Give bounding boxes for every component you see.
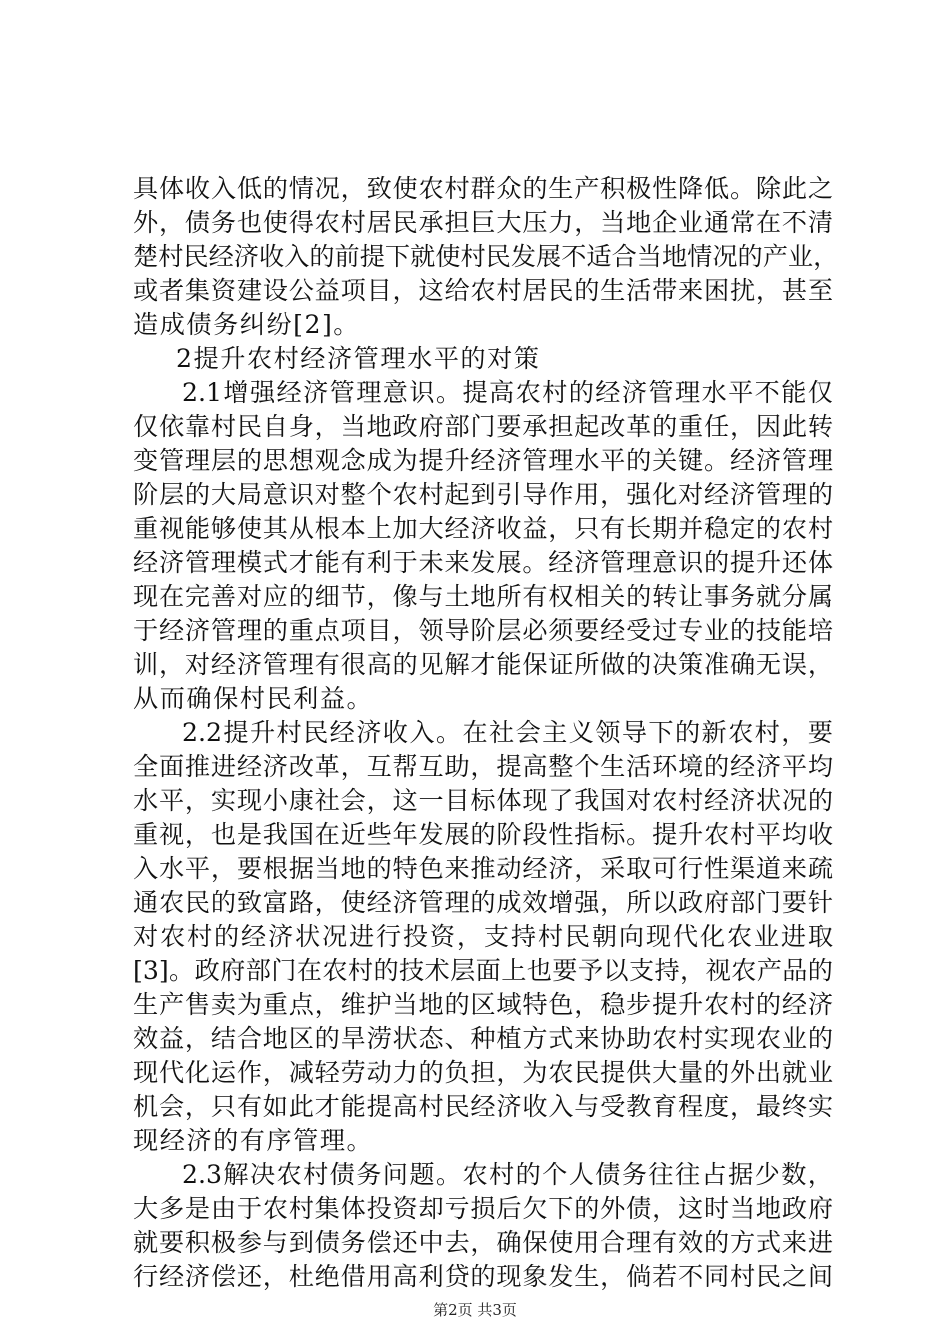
body-line: 从而确保村民利益。 bbox=[133, 684, 374, 713]
body-line: 经济管理模式才能有利于未来发展。经济管理意识的提升还体 bbox=[133, 548, 833, 577]
body-line: 于经济管理的重点项目，领导阶层必须要经受过专业的技能培 bbox=[133, 616, 833, 645]
body-line: 现在完善对应的细节，像与土地所有权相关的转让事务就分属 bbox=[133, 582, 833, 611]
page-number-footer: 第2页 共3页 bbox=[433, 1301, 517, 1319]
body-line: 行经济偿还，杜绝借用高利贷的现象发生，倘若不同村民之间 bbox=[133, 1262, 833, 1291]
body-line: 通农民的致富路，使经济管理的成效增强，所以政府部门要针 bbox=[133, 888, 833, 917]
body-line: 训，对经济管理有很高的见解才能保证所做的决策准确无误， bbox=[133, 650, 833, 679]
body-line: 现经济的有序管理。 bbox=[133, 1126, 374, 1155]
body-line: 入水平，要根据当地的特色来推动经济，采取可行性渠道来疏 bbox=[133, 854, 833, 883]
body-line: [3]。政府部门在农村的技术层面上也要予以支持，视农产品的 bbox=[133, 956, 833, 985]
body-line: 对农村的经济状况进行投资，支持村民朝向现代化农业进取 bbox=[133, 922, 833, 951]
body-line: 变管理层的思想观念成为提升经济管理水平的关键。经济管理 bbox=[133, 446, 833, 475]
body-line: 仅依靠村民自身，当地政府部门要承担起改革的重任，因此转 bbox=[133, 412, 833, 441]
body-line: 就要积极参与到债务偿还中去，确保使用合理有效的方式来进 bbox=[133, 1228, 833, 1257]
body-line: 重视，也是我国在近些年发展的阶段性指标。提升农村平均收 bbox=[133, 820, 833, 849]
body-line: 大多是由于农村集体投资却亏损后欠下的外债，这时当地政府 bbox=[133, 1194, 833, 1223]
body-line: 楚村民经济收入的前提下就使村民发展不适合当地情况的产业， bbox=[133, 242, 839, 271]
body-line: 重视能够使其从根本上加大经济收益，只有长期并稳定的农村 bbox=[133, 514, 833, 543]
body-line: 全面推进经济改革，互帮互助，提高整个生活环境的经济平均 bbox=[133, 752, 833, 781]
section-heading: 2提升农村经济管理水平的对策 bbox=[176, 344, 541, 373]
body-line: 水平，实现小康社会，这一目标体现了我国对农村经济状况的 bbox=[133, 786, 833, 815]
body-line: 具体收入低的情况，致使农村群众的生产积极性降低。除此之 bbox=[133, 174, 833, 203]
paragraph-first-line: 2.3解决农村债务问题。农村的个人债务往往占据少数， bbox=[182, 1160, 833, 1189]
paragraph-first-line: 2.2提升村民经济收入。在社会主义领导下的新农村，要 bbox=[182, 718, 833, 747]
body-line: 效益，结合地区的旱涝状态、种植方式来协助农村实现农业的 bbox=[133, 1024, 833, 1053]
body-line: 造成债务纠纷[2]。 bbox=[133, 310, 360, 339]
body-line: 或者集资建设公益项目，这给农村居民的生活带来困扰，甚至 bbox=[133, 276, 833, 305]
body-line: 机会，只有如此才能提高村民经济收入与受教育程度，最终实 bbox=[133, 1092, 833, 1121]
body-line: 阶层的大局意识对整个农村起到引导作用，强化对经济管理的 bbox=[133, 480, 833, 509]
body-line: 现代化运作，减轻劳动力的负担，为农民提供大量的外出就业 bbox=[133, 1058, 833, 1087]
paragraph-first-line: 2.1增强经济管理意识。提高农村的经济管理水平不能仅 bbox=[182, 378, 833, 407]
body-line: 生产售卖为重点，维护当地的区域特色，稳步提升农村的经济 bbox=[133, 990, 833, 1019]
body-line: 外，债务也使得农村居民承担巨大压力，当地企业通常在不清 bbox=[133, 208, 833, 237]
